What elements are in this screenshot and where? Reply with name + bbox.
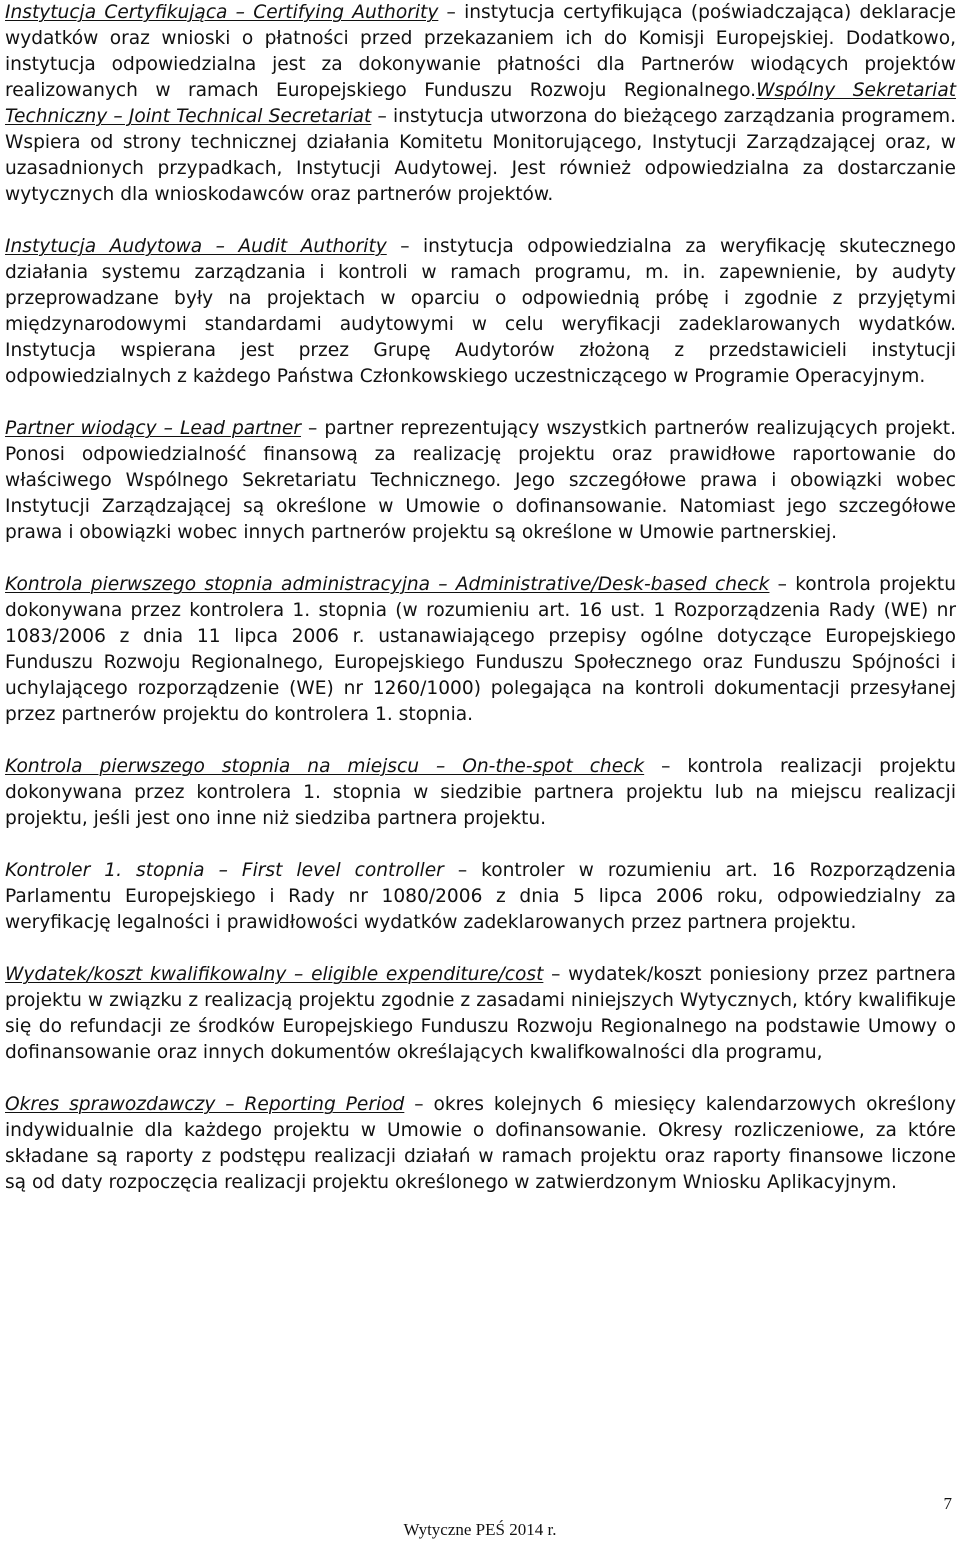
definition-text: – kontrola realizacji projektu dokonywana przez kontrolera 1. stopnia w siedzibie partnera projektu lub na miejscu realizacji projektu, jeśli jest ono inne niż siedziba partnera projektu. <box>5 756 956 829</box>
definition-text: – instytucja certyfikująca (poświadczająca) deklaracje wydatków oraz wnioski o płatności przed przekazaniem ich do Komisji Europejskiej. Dodatkowo, instytucja odpowiedzialna jest za dokonywanie płatności dla Partnerów wiodących projektów realizowanych w ramach Europejskiego Funduszu Rozwoju Regionalnego. <box>5 2 956 101</box>
term-eligible-expenditure: Wydatek/koszt kwalifikowalny – eligible expenditure/cost <box>5 964 544 985</box>
definition-on-the-spot-check <box>5 754 956 832</box>
definition-text: – okres kolejnych 6 miesięcy kalendarzowych określony indywidualnie dla każdego projektu w Umowie o dofinansowanie. Okresy rozliczeniowe, za które składane są raporty z podstępu realizacji działań w ramach projektu oraz raporty finansowe liczone są od daty rozpoczęcia realizacji projektu określonego w zatwierdzonym Wniosku Aplikacyjnym. <box>5 1094 956 1193</box>
term-reporting-period: Okres sprawozdawczy – Reporting Period <box>5 1094 405 1115</box>
page-footer: Wytyczne PEŚ 2014 r. <box>403 1520 557 1539</box>
definition-text: – kontrola projektu dokonywana przez kontrolera 1. stopnia (w rozumieniu art. 16 ust. 1 Rozporządzenia Rady (WE) nr 1083/2006 z dnia 11 lipca 2006 r. ustanawiającego przepisy ogólne dotyczące Europejskiego Funduszu Rozwoju Regionalnego, Europejskiego Funduszu Społecznego oraz Funduszu Spójności i uchylającego rozporządzenie (WE) nr 1260/1000) polegająca na kontroli dokumentacji przesyłanej przez partnerów projektu do kontrolera 1. stopnia. <box>5 574 957 725</box>
definition-reporting-period <box>5 1092 956 1196</box>
definition-text: – instytucja utworzona do bieżącego zarządzania programem. Wspiera od strony technicznej działania Komitetu Monitorującego, Instytucji Zarządzającej oraz, w uzasadnionych przypadkach, Instytucji Audytowej. Jest również odpowiedzialna za dostarczanie wytycznych dla wnioskodawców oraz partnerów projektów. <box>5 106 956 205</box>
term-lead-partner: Partner wiodący – Lead partner <box>5 418 301 439</box>
term-on-the-spot-check: Kontrola pierwszego stopnia na miejscu – On-the-spot check <box>5 756 645 777</box>
term-certifying-authority: Instytucja Certyfikująca – Certifying Authority <box>5 2 439 23</box>
definition-certifying-authority <box>5 0 956 208</box>
page-number: 7 <box>943 1494 952 1513</box>
definition-first-level-controller <box>5 858 956 936</box>
definition-text: – kontroler w rozumieniu art. 16 Rozporządzenia Parlamentu Europejskiego i Rady nr 1080/2006 z dnia 5 lipca 2006 roku, odpowiedzialny za weryfikację legalności i prawidłowości wydatków zadeklarowanych przez partnera projektu. <box>5 860 956 933</box>
definition-text: – partner reprezentujący wszystkich partnerów realizujących projekt. Ponosi odpowiedzialność finansową za realizację projektu oraz prawidłowe raportowanie do właściwego Wspólnego Sekretariatu Technicznego. Jego szczegółowe prawa i obowiązki wobec Instytucji Zarządzającej są określone w Umowie o dofinansowanie. Natomiast jego szczegółowe prawa i obowiązki wobec innych partnerów projektu są określone w Umowie partnerskiej. <box>5 418 956 543</box>
definition-eligible-expenditure <box>5 962 956 1066</box>
term-joint-technical-secretariat: Wspólny Sekretariat Techniczny – Joint Technical Secretariat <box>5 80 957 127</box>
term-first-level-controller: Kontroler 1. stopnia – First level controller <box>5 860 444 881</box>
definition-text: – wydatek/koszt poniesiony przez partnera projektu w związku z realizacją projektu zgodnie z zasadami niniejszych Wytycznych, który kwalifikuje się do refundacji ze środków Europejskiego Funduszu Rozwoju Regionalnego na podstawie Umowy o dofinansowanie oraz innych dokumentów określających kwalifkowalności dla programu, <box>5 964 957 1063</box>
term-audit-authority: Instytucja Audytowa – Audit Authority <box>5 236 387 257</box>
definition-text: – instytucja odpowiedzialna za weryfikację skutecznego działania systemu zarządzania i kontroli w ramach programu, m. in. zapewnienie, by audyty przeprowadzane były na projektach w oparciu o odpowiednią próbę i zgodnie z przyjętymi międzynarodowymi standardami audytowymi w celu weryfikacji zadeklarowanych wydatków. Instytucja wspierana jest przez Grupę Audytorów złożoną z przedstawicieli instytucji odpowiedzialnych z każdego Państwa Członkowskiego uczestniczącego w Programie Operacyjnym. <box>5 236 956 387</box>
document-body <box>5 0 956 1196</box>
term-desk-based-check: Kontrola pierwszego stopnia administracyjna – Administrative/Desk-based check <box>5 574 770 595</box>
definition-desk-based-check <box>5 572 956 728</box>
definition-lead-partner <box>5 416 956 546</box>
definition-audit-authority <box>5 234 956 390</box>
